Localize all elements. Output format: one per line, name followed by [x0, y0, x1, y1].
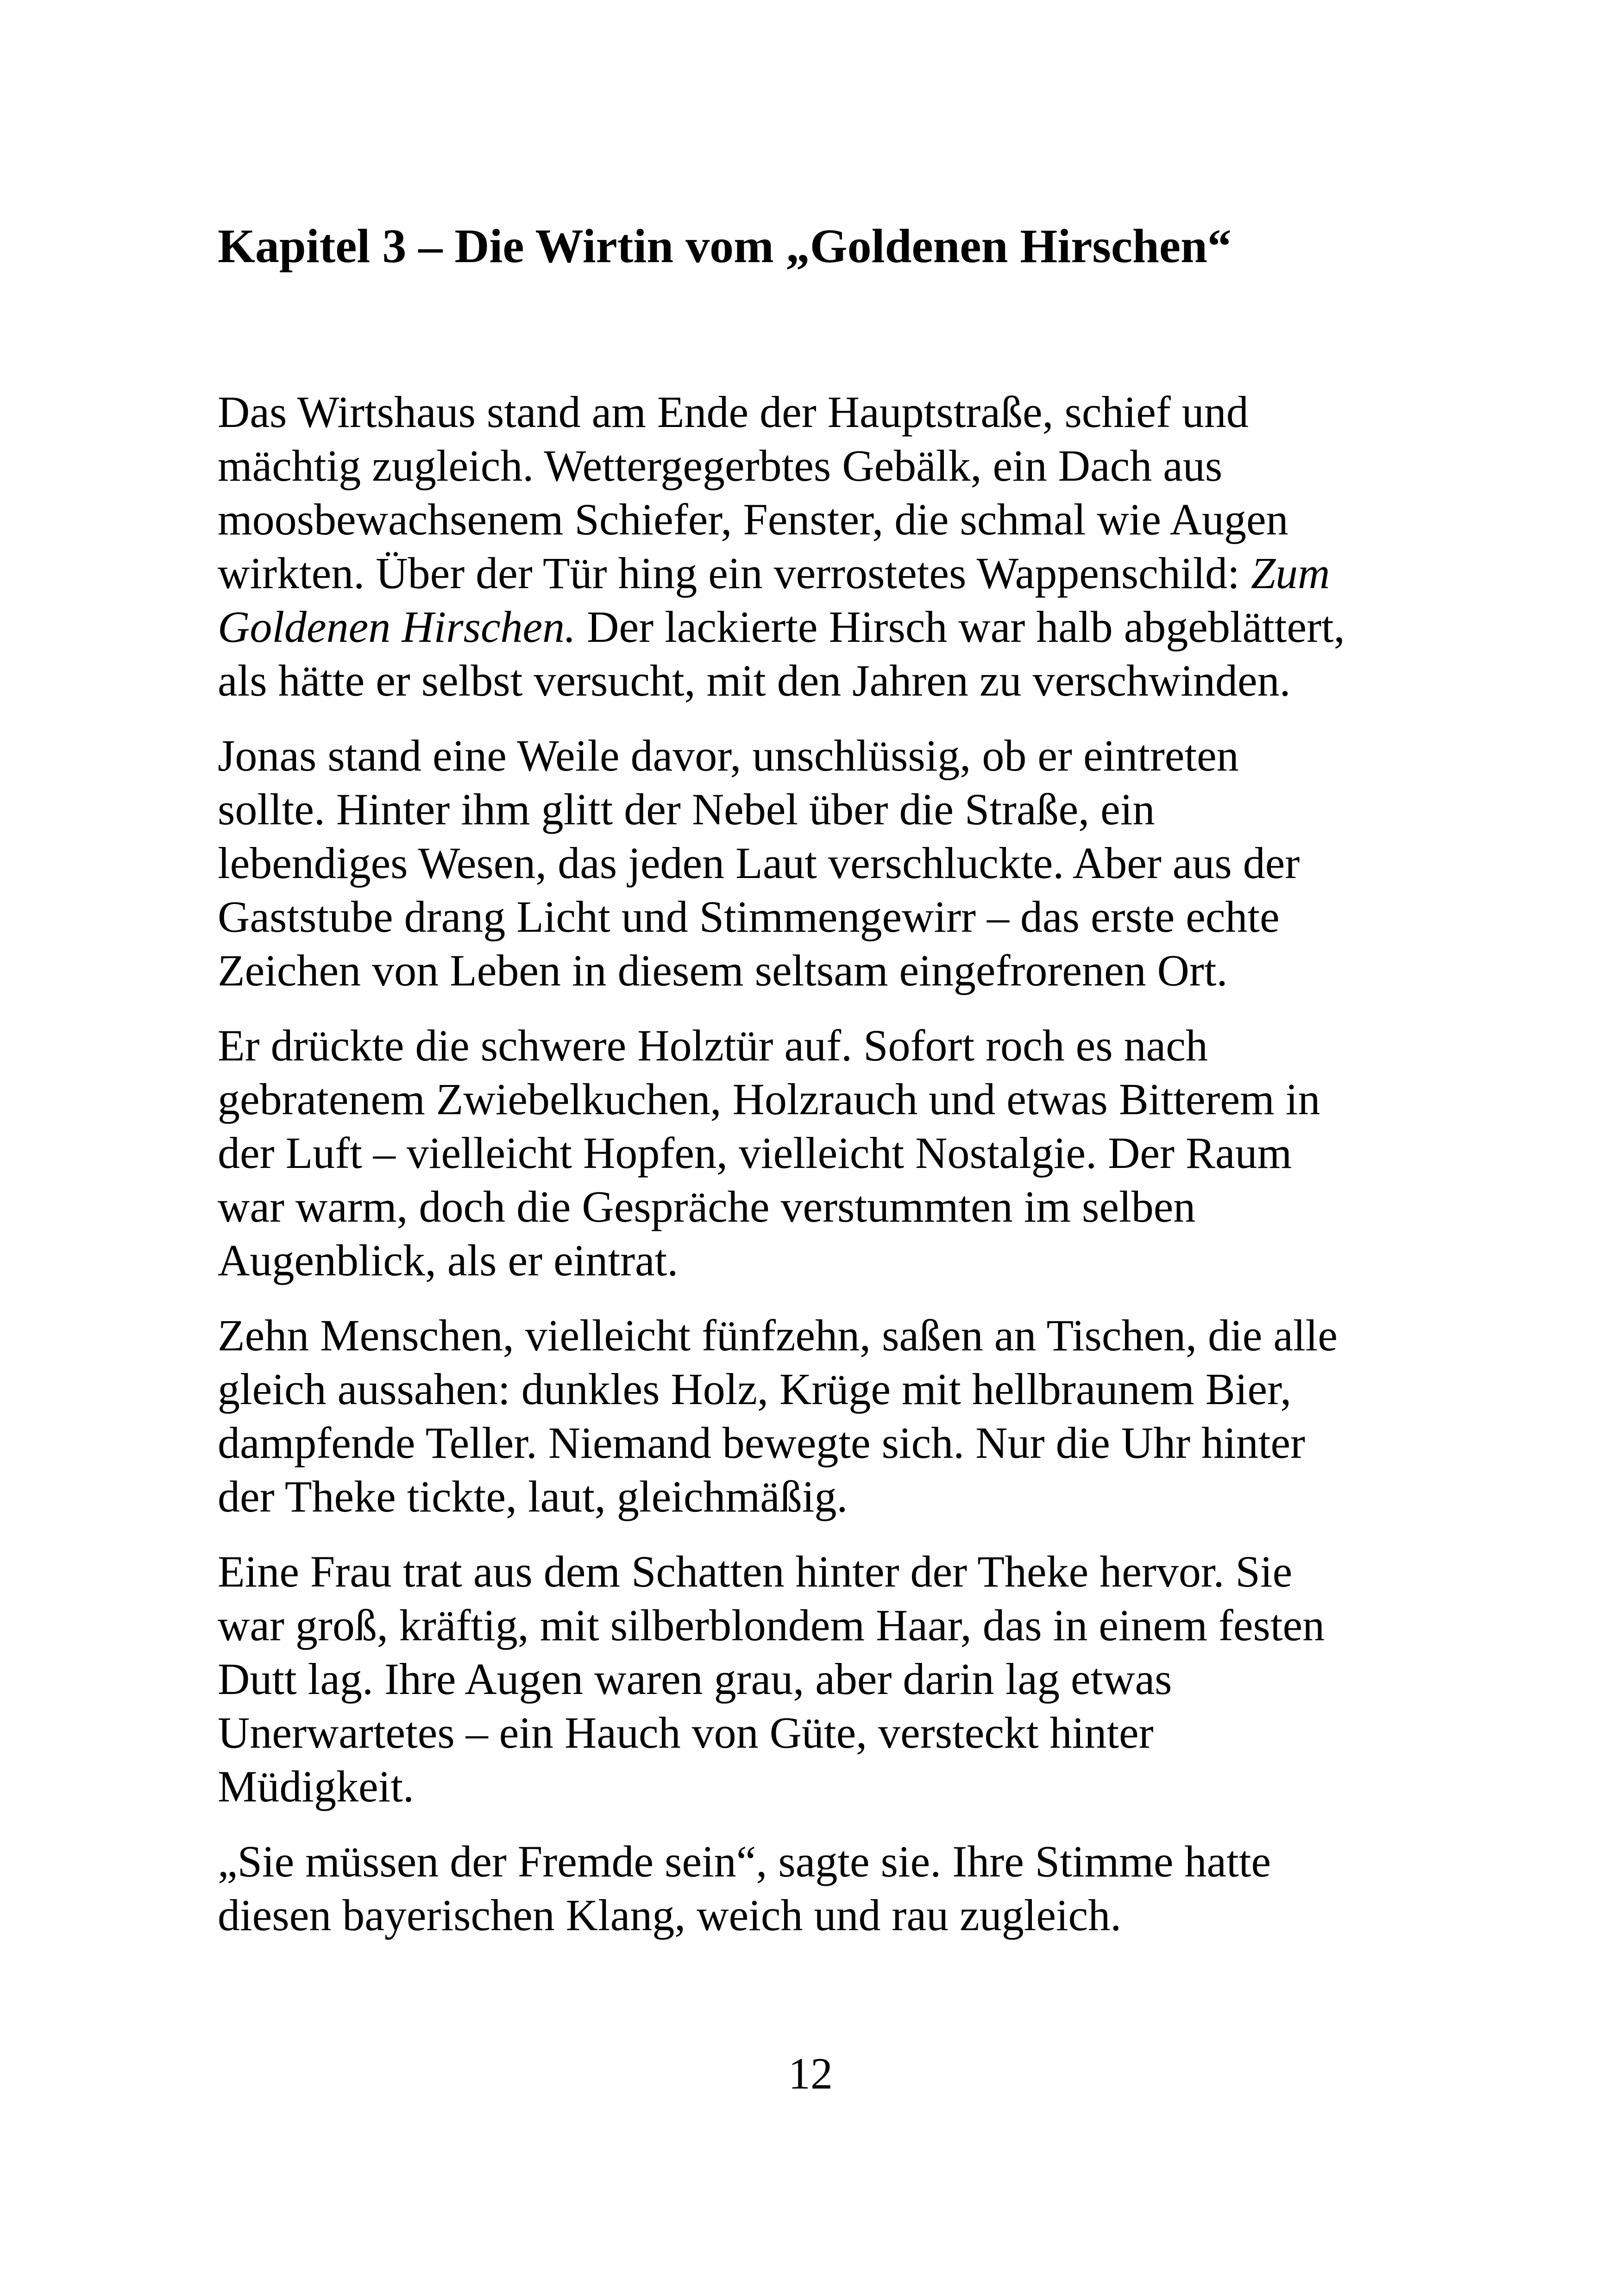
page-number: 12 [788, 2049, 833, 2098]
chapter-title: Kapitel 3 – Die Wirtin vom „Goldenen Hirschen“ [218, 220, 1231, 273]
text-line: Jonas stand eine Weile davor, unschlüssig, ob er eintreten [218, 731, 1239, 780]
paragraph-1 [218, 385, 1413, 708]
text-line: Augenblick, als er eintrat. [218, 1236, 679, 1285]
text-line: moosbewachsenem Schiefer, Fenster, die schmal wie Augen [218, 495, 1288, 544]
paragraph-6 [218, 1835, 1413, 1942]
text-line: der Luft – vielleicht Hopfen, vielleicht Nostalgie. Der Raum [218, 1128, 1292, 1178]
text-line [218, 546, 1413, 600]
text-line: gebratenem Zwiebelkuchen, Holzrauch und etwas Bitterem in [218, 1074, 1320, 1124]
text-line: Das Wirtshaus stand am Ende der Hauptstraße, schief und [218, 387, 1249, 437]
text-segment: Der lackierte Hirsch war halb abgeblättert, [576, 602, 1345, 652]
text-line: Unerwartetes – ein Hauch von Güte, versteckt hinter [218, 1708, 1154, 1757]
text-line: Zeichen von Leben in diesem seltsam eingefrorenen Ort. [218, 946, 1228, 995]
text-line: diesen bayerischen Klang, weich und rau zugleich. [218, 1890, 1122, 1940]
text-line: als hätte er selbst versucht, mit den Jahren zu verschwinden. [218, 656, 1291, 705]
text-line: „Sie müssen der Fremde sein“, sagte sie. Ihre Stimme hatte [218, 1837, 1271, 1886]
italic-inn-name: Zum [1250, 548, 1330, 598]
paragraph-2 [218, 729, 1413, 997]
text-line: Dutt lag. Ihre Augen waren grau, aber darin lag etwas [218, 1654, 1172, 1704]
text-line [218, 600, 1413, 654]
text-line: Eine Frau trat aus dem Schatten hinter der Theke hervor. Sie [218, 1547, 1293, 1596]
text-line: Zehn Menschen, vielleicht fünfzehn, saßen an Tischen, die alle [218, 1311, 1338, 1360]
text-segment: wirkten. Über der Tür hing ein verrostetes Wappenschild: [218, 548, 1251, 598]
text-line: Gaststube drang Licht und Stimmengewirr – das erste echte [218, 892, 1280, 941]
paragraph-4 [218, 1309, 1413, 1524]
chapter-body [218, 385, 1413, 1964]
text-line: sollte. Hinter ihm glitt der Nebel über die Straße, ein [218, 784, 1155, 834]
text-line: war groß, kräftig, mit silberblondem Haar, das in einem festen [218, 1600, 1325, 1650]
text-line: lebendiges Wesen, das jeden Laut verschluckte. Aber aus der [218, 838, 1300, 888]
text-line: der Theke tickte, laut, gleichmäßig. [218, 1472, 848, 1521]
text-line: gleich aussahen: dunkles Holz, Krüge mit hellbraunem Bier, [218, 1364, 1292, 1414]
text-line: Müdigkeit. [218, 1762, 414, 1811]
text-line: dampfende Teller. Niemand bewegte sich. Nur die Uhr hinter [218, 1418, 1306, 1468]
text-line: mächtig zugleich. Wettergegerbtes Gebälk, ein Dach aus [218, 441, 1223, 490]
text-line: war warm, doch die Gespräche verstummten im selben [218, 1182, 1196, 1231]
text-line: Er drückte die schwere Holztür auf. Sofort roch es nach [218, 1021, 1208, 1070]
paragraph-3 [218, 1019, 1413, 1287]
paragraph-5 [218, 1545, 1413, 1813]
italic-inn-name: Goldenen Hirschen. [218, 602, 576, 652]
